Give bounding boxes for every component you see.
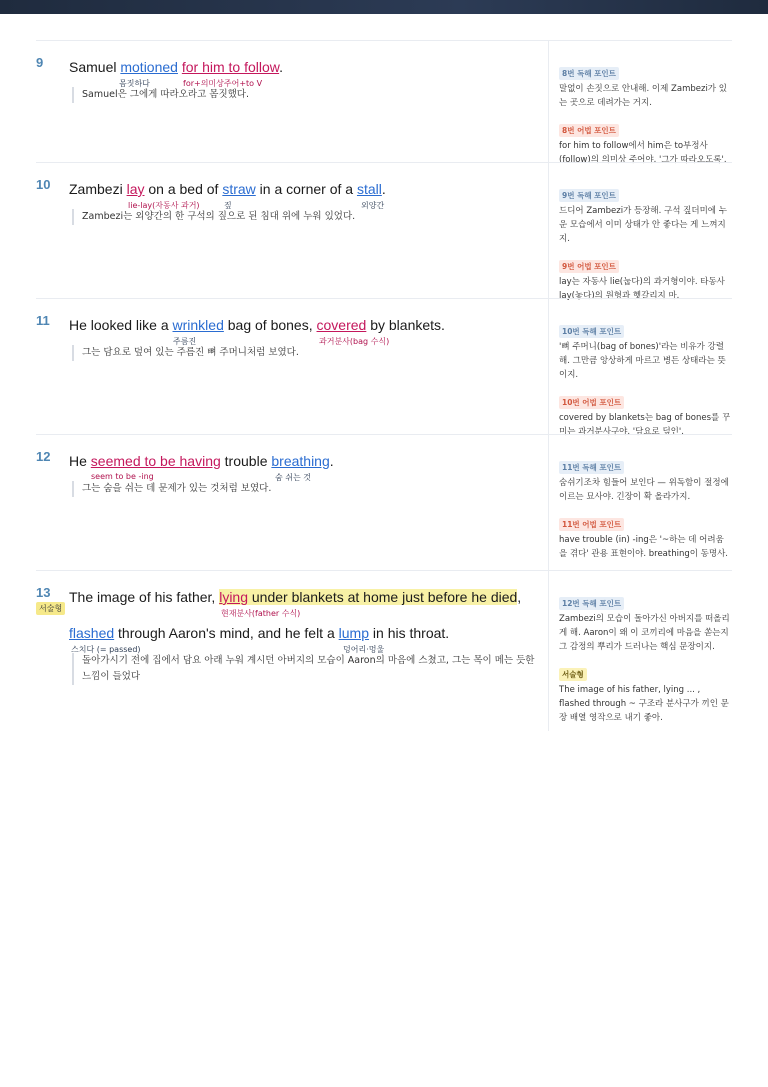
reading-point-text: 드디어 Zambezi가 등장해. 구석 짚더미에 누운 모습에서 이미 상태가 안 좋다는 게 느껴지지.: [559, 206, 727, 244]
sentence-text: [69, 453, 334, 469]
korean-translation: Samuel은 그에게 따라오라고 몸짓했다.: [72, 87, 542, 103]
vocab-highlight: flashed: [69, 625, 115, 641]
reading-point-text: '뼈 주머니(bag of bones)'라는 비유가 강렬해. 그만큼 앙상하게 마르고 병든 상태라는 뜻이지.: [559, 342, 726, 380]
sentence-row-10: [36, 162, 732, 299]
grammar-annotation: lie-lay(자동사 과거): [128, 201, 200, 210]
korean-translation: 그는 담요로 덮여 있는 주름진 뼈 주머니처럼 보였다.: [72, 345, 542, 361]
grammar-annotation: seem to be -ing: [91, 472, 154, 481]
reading-point-label: 12번 독해 포인트: [559, 597, 624, 610]
reading-point-label: 11번 독해 포인트: [559, 461, 624, 474]
sentence-main: [36, 435, 544, 571]
sentence-row-13: [36, 570, 732, 731]
grammar-highlight: lying: [219, 589, 248, 605]
korean-translation: 돌아가시기 전에 집에서 담요 아래 누워 계시던 아버지의 모습이 Aaron의 마음에 스쳤고, 그는 목이 메는 듯한 느낌이 들었다: [72, 653, 542, 685]
grammar-point-text: lay는 자동사 lie(눕다)의 과거형이야. 타동사 lay(놓다)의 원형과 헷갈리지 마.: [559, 277, 725, 301]
grammar-point-text: have trouble (in) -ing은 '~하는 데 어려움을 겪다' 관용 표현이야. breathing이 동명사.: [559, 535, 729, 559]
sentence-text: [69, 589, 521, 605]
descriptive-tag: 서술형: [36, 602, 65, 615]
sentence-main: [36, 571, 544, 731]
vocab-highlight: motioned: [120, 59, 178, 75]
grammar-annotation: 과거분사(bag 수식): [319, 337, 390, 346]
side-notes: [548, 41, 732, 163]
sentence-number: 13: [36, 585, 51, 600]
grammar-annotation: 현재분사(father 수식): [221, 609, 301, 618]
side-notes: [548, 435, 732, 571]
descriptive-point-text: The image of his father, lying ... , flashed through ~ 구조라 분사구가 끼인 문장 배열 영작으로 내기 좋아.: [559, 685, 729, 723]
vocab-annotation: 스치다 (= passed): [71, 645, 141, 654]
sentence-main: [36, 163, 544, 299]
vocab-highlight: wrinkled: [172, 317, 224, 333]
plain-text: ,: [517, 589, 522, 605]
sentence-text: [69, 181, 386, 197]
plain-text: .: [329, 453, 334, 469]
vocab-annotation: 숨 쉬는 것: [275, 473, 311, 482]
sentence-row-12: [36, 434, 732, 571]
top-banner: [0, 0, 768, 14]
plain-text: on a bed of: [144, 181, 223, 197]
vocab-annotation: 덩어리·멍울: [343, 645, 385, 654]
korean-translation: Zambezi는 외양간의 한 구석의 짚으로 된 침대 위에 누워 있었다.: [72, 209, 542, 225]
side-notes: [548, 163, 732, 299]
sentence-number: 10: [36, 177, 51, 192]
reading-point-text: 숨쉬기조차 힘들어 보인다 — 위독함이 절정에 이르는 묘사야. 긴장이 확 올라가지.: [559, 478, 729, 502]
grammar-highlight: seemed to be having: [90, 453, 221, 469]
grammar-point-text: covered by blankets는 bag of bones를 꾸미는 과거분사구야. '담요로 덮인'.: [559, 413, 731, 437]
reading-point-text: 말없이 손짓으로 안내해. 이제 Zambezi가 있는 곳으로 데려가는 거지.: [559, 84, 727, 108]
plain-text: in a corner of a: [255, 181, 357, 197]
plain-text: in his throat.: [369, 625, 450, 641]
grammar-point-text: for him to follow에서 him은 to부정사(follow)의 의미상 주어야. '그가 따라오도록'.: [559, 141, 727, 165]
sentence-main: [36, 41, 544, 163]
sentence-number: 11: [36, 313, 50, 328]
sentence-row-9: [36, 40, 732, 163]
grammar-annotation: for+의미상주어+to V: [183, 79, 263, 88]
vocab-annotation: 외양간: [361, 201, 385, 210]
plain-text: He looked like a: [69, 317, 173, 333]
side-notes: [548, 571, 732, 731]
sentence-number: 12: [36, 449, 51, 464]
reading-point-label: 9번 독해 포인트: [559, 189, 619, 202]
side-notes: [548, 299, 732, 435]
structure-highlight: under blankets at home just before he died: [248, 589, 518, 605]
plain-text: The image of his father,: [69, 589, 220, 605]
grammar-point-label: 10번 어법 포인트: [559, 396, 624, 409]
vocab-highlight: straw: [222, 181, 256, 197]
plain-text: bag of bones,: [223, 317, 317, 333]
grammar-point-label: 9번 어법 포인트: [559, 260, 619, 273]
vocab-annotation: 짚: [224, 201, 232, 210]
grammar-highlight: lay: [126, 181, 145, 197]
vocab-highlight: stall: [356, 181, 382, 197]
plain-text: Samuel: [69, 59, 121, 75]
plain-text: .: [279, 59, 283, 75]
grammar-point-label: 8번 어법 포인트: [559, 124, 619, 137]
plain-text: by blankets.: [366, 317, 445, 333]
plain-text: through Aaron's mind, and he felt a: [114, 625, 339, 641]
reading-point-label: 10번 독해 포인트: [559, 325, 624, 338]
plain-text: .: [381, 181, 386, 197]
reading-point-label: 8번 독해 포인트: [559, 67, 619, 80]
plain-text: He: [69, 453, 91, 469]
grammar-highlight: for him to follow: [181, 59, 280, 75]
sentence-text-line2: [69, 625, 449, 641]
korean-translation: 그는 숨을 쉬는 데 문제가 있는 것처럼 보였다.: [72, 481, 542, 497]
vocab-annotation: 주름진: [173, 337, 197, 346]
sentence-row-11: [36, 298, 732, 435]
sentence-text: [69, 59, 283, 75]
reading-point-text: Zambezi의 모습이 돌아가신 아버지를 떠올리게 해. Aaron이 왜 이 코끼리에 마음을 쏟는지 그 감정의 뿌리가 드러나는 핵심 문장이지.: [559, 614, 730, 652]
descriptive-point-label: 서술형: [559, 668, 587, 681]
vocab-highlight: breathing: [271, 453, 330, 469]
sentence-main: [36, 299, 544, 435]
plain-text: Zambezi: [69, 181, 127, 197]
grammar-point-label: 11번 어법 포인트: [559, 518, 624, 531]
sentence-number: 9: [36, 55, 44, 70]
grammar-highlight: covered: [316, 317, 367, 333]
vocab-annotation: 몸짓하다: [119, 79, 150, 88]
plain-text: trouble: [220, 453, 272, 469]
vocab-highlight: lump: [338, 625, 370, 641]
sentence-text: [69, 317, 445, 333]
